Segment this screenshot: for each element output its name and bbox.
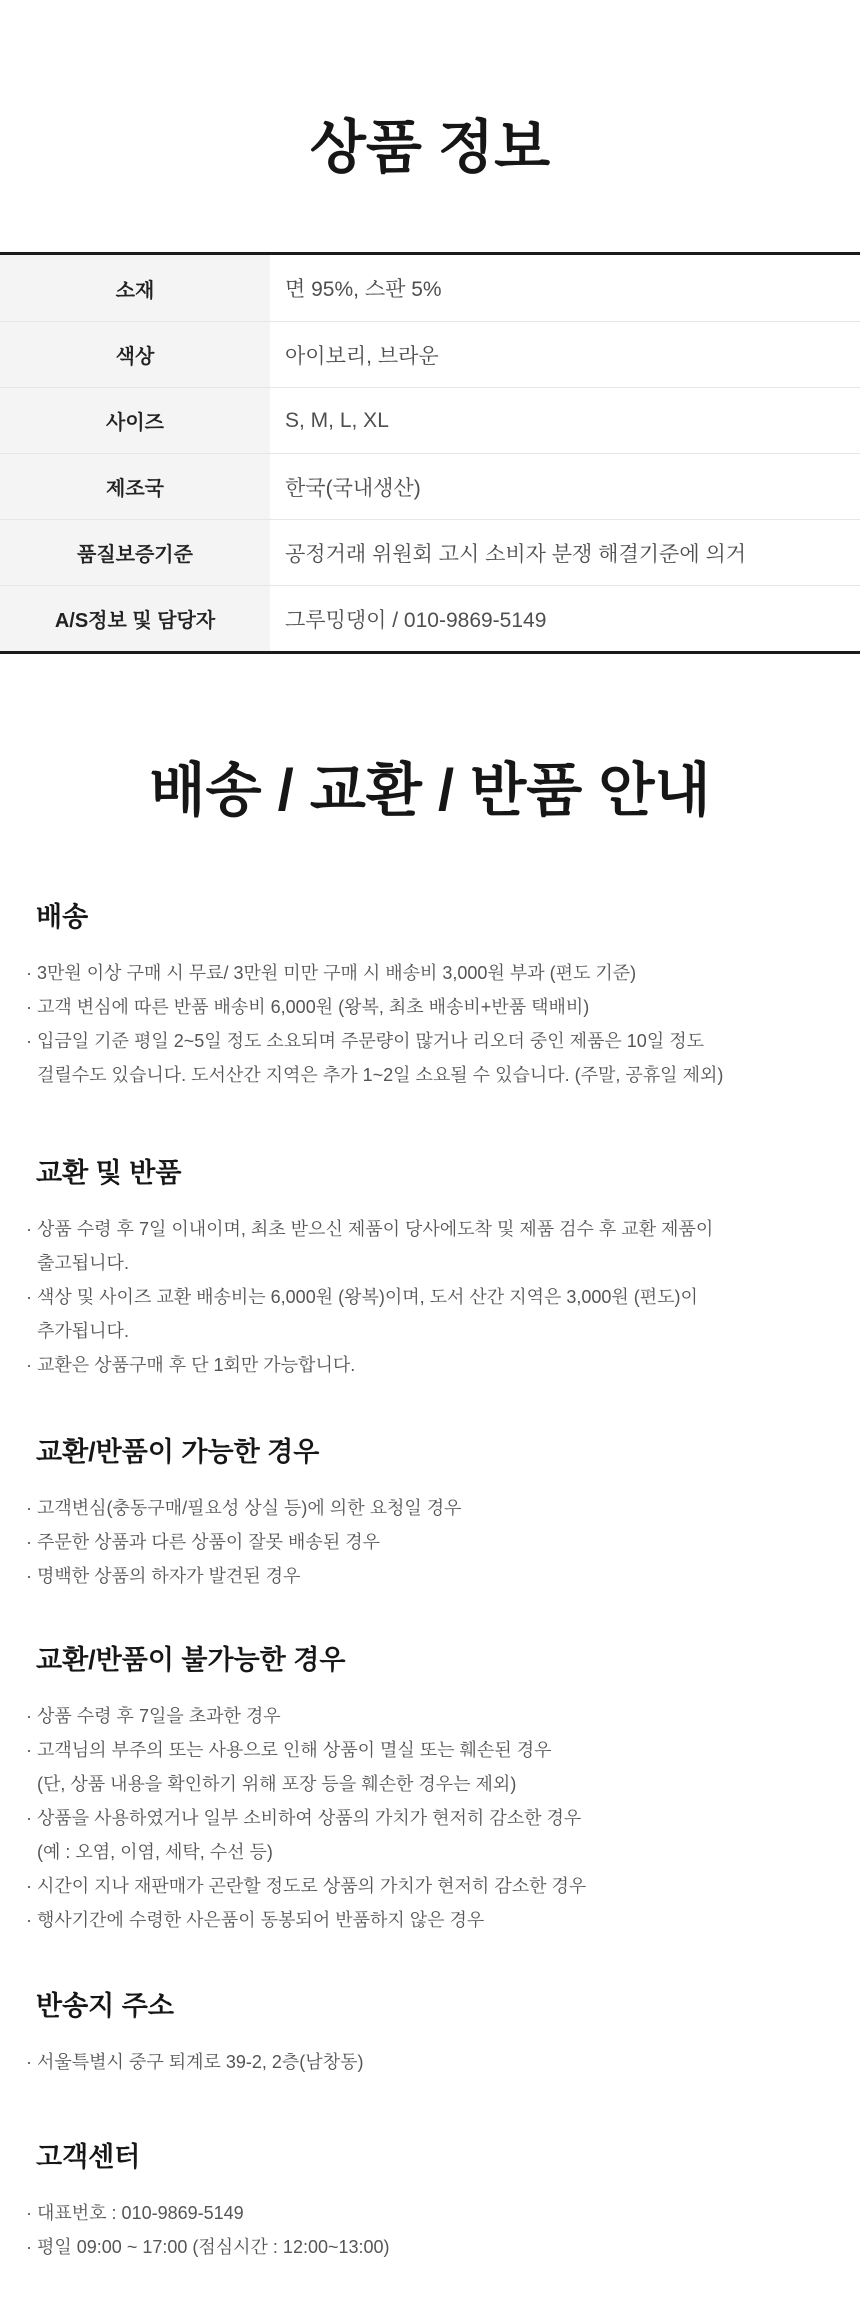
table-row <box>0 453 860 519</box>
table-row-value: S, M, L, XL <box>270 387 860 453</box>
table-row <box>0 585 860 651</box>
guide-title: 배송 / 교환 / 반품 안내 <box>149 758 711 823</box>
bullet-line <box>0 1525 860 1559</box>
bullet-line <box>0 1491 860 1525</box>
table-row-value: 공정거래 위원회 고시 소비자 분쟁 해결기준에 의거 <box>270 519 860 585</box>
continuation-line <box>0 1767 860 1801</box>
bullet-text: 시간이 지나 재판매가 곤란할 정도로 상품의 가치가 현저히 감소한 경우 <box>37 1876 587 1896</box>
bullet-dot: · <box>26 963 32 983</box>
bullet-line <box>0 1801 860 1835</box>
bullet-text: 걸릴수도 있습니다. 도서산간 지역은 추가 1~2일 소요될 수 있습니다. (주말, 공휴일 제외) <box>37 1065 724 1085</box>
bullet-line <box>0 1869 860 1903</box>
bullet-dot: · <box>26 1706 32 1726</box>
product-info-table <box>0 252 860 654</box>
table-row-value: 한국(국내생산) <box>270 453 860 519</box>
bullet-text: 주문한 상품과 다른 상품이 잘못 배송된 경우 <box>37 1532 380 1552</box>
continuation-line <box>0 1314 860 1348</box>
bullet-dot: · <box>26 1355 32 1375</box>
bullet-text: 서울특별시 중구 퇴계로 39-2, 2층(남창동) <box>37 2052 364 2072</box>
table-row-label: A/S정보 및 담당자 <box>0 585 270 651</box>
section-heading: 배송 <box>36 902 89 932</box>
bullet-text: 상품 수령 후 7일 이내이며, 최초 받으신 제품이 당사에도착 및 제품 검수 후 교환 제품이 <box>37 1219 714 1239</box>
table-row-value: 면 95%, 스판 5% <box>285 278 442 301</box>
bullet-line <box>0 1733 860 1767</box>
bullet-text: 명백한 상품의 하자가 발견된 경우 <box>37 1566 301 1586</box>
bullet-text: 고객변심(충동구매/필요성 상실 등)에 의한 요청일 경우 <box>37 1498 462 1518</box>
bullet-dot: · <box>26 1219 32 1239</box>
bullet-line <box>0 990 860 1024</box>
bullet-line <box>0 1024 860 1058</box>
continuation-line <box>0 1835 860 1869</box>
section-heading: 교환/반품이 불가능한 경우 <box>36 1645 346 1675</box>
table-row-label: 품질보증기준 <box>0 519 270 585</box>
bullet-list <box>0 1491 860 1593</box>
bullet-text: 3만원 이상 구매 시 무료/ 3만원 미만 구매 시 배송비 3,000원 부과 (편도 기준) <box>37 963 637 983</box>
table-row-value: 아이보리, 브라운 <box>270 321 860 387</box>
continuation-line <box>0 1058 860 1092</box>
bullet-text: 고객님의 부주의 또는 사용으로 인해 상품이 멸실 또는 훼손된 경우 <box>37 1740 552 1760</box>
table-row-label: 제조국 <box>0 453 270 519</box>
bullet-text: 대표번호 : 010-9869-5149 <box>37 2203 244 2223</box>
page-title: 상품 정보 <box>309 115 551 180</box>
bullet-line <box>0 2045 860 2079</box>
section-exchange-impossible <box>0 1645 860 1937</box>
bullet-list <box>0 1699 860 1937</box>
bullet-dot: · <box>26 1566 32 1586</box>
table-row-value: 그루밍댕이 / 010-9869-5149 <box>270 585 860 651</box>
bullet-text: 고객 변심에 따른 반품 배송비 6,000원 (왕복, 최초 배송비+반품 택배비) <box>37 997 590 1017</box>
section-customer-center <box>0 2142 860 2264</box>
section-exchange-possible <box>0 1437 860 1593</box>
bullet-dot: · <box>26 2203 32 2223</box>
bullet-text: 색상 및 사이즈 교환 배송비는 6,000원 (왕복)이며, 도서 산간 지역은 3,000원 (편도)이 <box>37 1287 698 1307</box>
bullet-text: 교환은 상품구매 후 단 1회만 가능합니다. <box>37 1355 356 1375</box>
bullet-text: 추가됩니다. <box>37 1321 129 1341</box>
bullet-dot: · <box>26 1740 32 1760</box>
bullet-text: 행사기간에 수령한 사은품이 동봉되어 반품하지 않은 경우 <box>37 1910 485 1930</box>
section-shipping <box>0 902 860 1092</box>
continuation-line <box>0 1246 860 1280</box>
table-row <box>0 387 860 453</box>
bullet-dot: · <box>26 1808 32 1828</box>
bullet-list <box>0 2045 860 2079</box>
bullet-dot: · <box>26 1532 32 1552</box>
table-row-label: 소재 <box>0 255 270 321</box>
bullet-text: 상품을 사용하였거나 일부 소비하여 상품의 가치가 현저히 감소한 경우 <box>37 1808 582 1828</box>
bullet-text: 평일 09:00 ~ 17:00 (점심시간 : 12:00~13:00) <box>37 2237 390 2257</box>
bullet-list <box>0 2196 860 2264</box>
bullet-line <box>0 1348 860 1382</box>
section-return-address <box>0 1991 860 2079</box>
section-exchange-return <box>0 1158 860 1382</box>
bullet-line <box>0 1559 860 1593</box>
bullet-line <box>0 2230 860 2264</box>
table-row <box>0 255 860 321</box>
bullet-line <box>0 1280 860 1314</box>
table-row <box>0 519 860 585</box>
section-heading: 교환 및 반품 <box>36 1158 182 1188</box>
table-row <box>0 321 860 387</box>
table-row-label: 색상 <box>0 321 270 387</box>
bullet-text: 상품 수령 후 7일을 초과한 경우 <box>37 1706 281 1726</box>
bullet-dot: · <box>26 1287 32 1307</box>
bullet-text: (예 : 오염, 이염, 세탁, 수선 등) <box>37 1842 273 1862</box>
bullet-line <box>0 1903 860 1937</box>
bullet-text: (단, 상품 내용을 확인하기 위해 포장 등을 훼손한 경우는 제외) <box>37 1774 517 1794</box>
bullet-dot: · <box>26 2237 32 2257</box>
bullet-text: 입금일 기준 평일 2~5일 정도 소요되며 주문량이 많거나 리오더 중인 제품은 10일 정도 <box>37 1031 704 1051</box>
section-heading: 고객센터 <box>36 2142 141 2172</box>
section-heading: 교환/반품이 가능한 경우 <box>36 1437 320 1467</box>
bullet-line <box>0 1699 860 1733</box>
section-heading: 반송지 주소 <box>36 1991 174 2021</box>
bullet-list <box>0 956 860 1092</box>
bullet-list <box>0 1212 860 1382</box>
bullet-dot: · <box>26 1910 32 1930</box>
bullet-dot: · <box>26 997 32 1017</box>
bullet-dot: · <box>26 2052 32 2072</box>
bullet-text: 출고됩니다. <box>37 1253 129 1273</box>
bullet-dot: · <box>26 1876 32 1896</box>
table-row-label: 사이즈 <box>0 387 270 453</box>
bullet-line <box>0 2196 860 2230</box>
bullet-dot: · <box>26 1031 32 1051</box>
bullet-line <box>0 1212 860 1246</box>
bullet-dot: · <box>26 1498 32 1518</box>
bullet-line <box>0 956 860 990</box>
